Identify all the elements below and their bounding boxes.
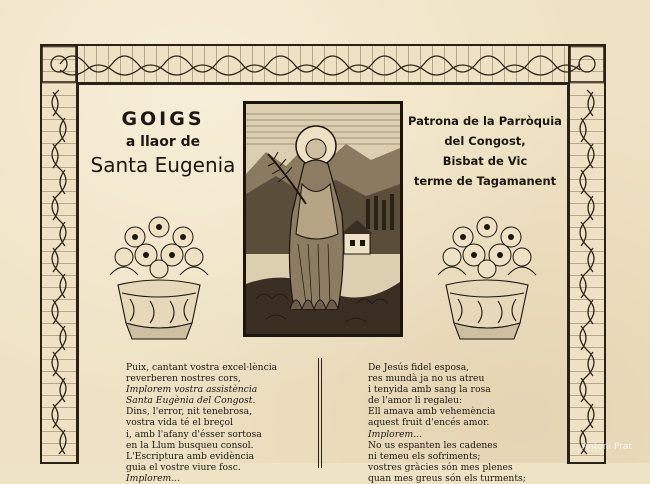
verse-line: res mundà ja no us atreu <box>368 373 485 385</box>
watermark: Antoni Prat <box>582 442 632 452</box>
parish-line: Patrona de la Parròquia <box>408 114 562 128</box>
verse-line: Puix, cantant vostra excel·lència <box>126 362 278 373</box>
verse-line: guia el vostre viure fosc. <box>126 461 241 473</box>
document-subtitle: a llaor de <box>125 134 201 150</box>
title-block <box>85 108 241 177</box>
saint-name: Santa Eugenia <box>90 153 236 177</box>
verse-line: ni temeu els sofriments; <box>368 450 481 462</box>
verse-line: L'Escriptura amb evidència <box>126 450 255 462</box>
verses-left-column <box>126 362 277 484</box>
verse-line: Dins, l'error, nit tenebrosa, <box>126 406 253 418</box>
verse-line: aquest fruit d'encés amor. <box>368 417 490 429</box>
flower-vase-right <box>428 205 546 345</box>
saint-engraving <box>243 101 403 337</box>
verse-line: vostra vida té el breçol <box>126 417 233 429</box>
saint-engraving-image <box>246 104 400 334</box>
verse-line: Ell amava amb vehemència <box>368 406 496 418</box>
parish-info <box>408 111 562 191</box>
parish-line: del Congost, <box>444 134 526 148</box>
verse-line: Implorem... <box>126 472 180 484</box>
verse-line: de l'amor li regaleu: <box>368 395 463 407</box>
verse-line: De Jesús fidel esposa, <box>368 362 470 373</box>
flower-vase-left <box>100 205 218 345</box>
verses-right-column <box>368 362 526 484</box>
verse-line: vostres gràcies són mes plenes <box>368 461 513 473</box>
verse-line: reverberen nostres cors, <box>126 373 241 385</box>
verse-line: Implorem vostra assistència <box>126 384 258 396</box>
verse-line: en la Llum busqueu consol. <box>126 439 254 451</box>
column-divider <box>318 358 322 468</box>
parish-line: Bisbat de Vic <box>442 154 528 168</box>
verse-line: Implorem... <box>368 428 422 440</box>
verse-line: quan mes greus són els turments; <box>368 472 526 484</box>
verse-line: Santa Eugènia del Congost. <box>126 395 256 407</box>
verse-line: No us espanten les cadenes <box>368 439 498 451</box>
parish-line: terme de Tagamanent <box>413 174 557 188</box>
verse-line: i, amb l'afany d'ésser sortosa <box>126 428 262 440</box>
document-title: GOIGS <box>121 108 205 130</box>
verse-line: i tenyida amb sang la rosa <box>368 384 491 396</box>
